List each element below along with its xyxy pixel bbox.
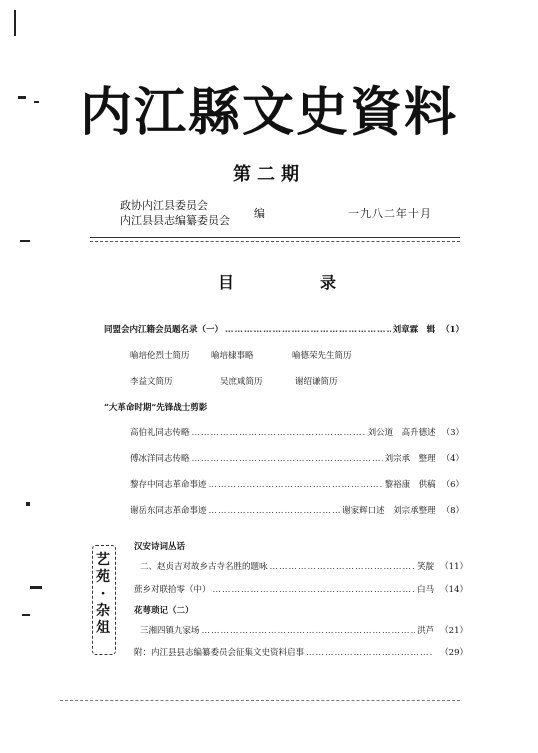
leader-dots bbox=[209, 506, 341, 516]
toc-entry bbox=[130, 504, 464, 516]
leader-dots bbox=[225, 325, 391, 335]
toc-entry bbox=[140, 624, 468, 636]
leader-dots bbox=[202, 626, 416, 636]
publication-date: 一九八二年十月 bbox=[348, 207, 432, 220]
entry-author: 刘宗承 整理 bbox=[384, 454, 436, 464]
bottom-rule bbox=[60, 700, 460, 701]
entry-page: （8） bbox=[441, 506, 464, 516]
entry-title: 二、赵贞吉对故乡古寺名胜的题咏 bbox=[140, 562, 268, 572]
entry-page: （14） bbox=[440, 585, 468, 595]
entry-title: 傅冰洋同志传略 bbox=[130, 454, 190, 464]
toc-entry bbox=[130, 478, 464, 490]
entry-title: 同盟会内江籍会员题名录（一） bbox=[104, 325, 224, 335]
divider-rule-2 bbox=[90, 241, 460, 242]
toc-heading-2: 录 bbox=[320, 273, 337, 292]
entry-title: 谢岳东同志革命事迹 bbox=[130, 506, 207, 516]
toc-entry: 李益文简历 bbox=[130, 377, 173, 387]
section-heading: 汉安诗词丛话 bbox=[134, 542, 186, 552]
toc-heading-1: 目 bbox=[218, 273, 235, 292]
scan-mark bbox=[20, 240, 30, 242]
entry-page: （11） bbox=[440, 562, 468, 572]
leader-dots bbox=[192, 454, 383, 464]
toc-entry: 谢绍谦简历 bbox=[295, 377, 338, 387]
publisher-1: 政协内江县委员会 bbox=[120, 199, 208, 212]
scan-mark bbox=[26, 502, 30, 506]
leader-dots bbox=[213, 585, 416, 595]
entry-title: 蔗乡对联拾零（中） bbox=[134, 585, 211, 595]
entry-page: （3） bbox=[441, 428, 464, 438]
entry-page: （6） bbox=[441, 480, 464, 490]
entry-page: （29） bbox=[440, 648, 468, 658]
toc-entry: 喻培伦烈士简历 bbox=[130, 351, 190, 361]
toc-entry bbox=[134, 646, 468, 658]
entry-page: （4） bbox=[441, 454, 464, 464]
scan-mark bbox=[30, 586, 42, 589]
toc-entry bbox=[130, 452, 464, 464]
toc-entry: 喻培棣事略 bbox=[211, 351, 254, 361]
toc-entry bbox=[104, 323, 464, 335]
entry-author: 洪芦 bbox=[417, 626, 435, 636]
divider-rule bbox=[90, 237, 460, 238]
leader-dots bbox=[270, 562, 416, 572]
toc-entry bbox=[130, 426, 464, 438]
toc-entry: 吴庶咸简历 bbox=[220, 377, 263, 387]
entry-title: 附：内江县县志编纂委员会征集文史资料启事 bbox=[134, 648, 305, 658]
publisher-block bbox=[120, 198, 230, 228]
publisher-suffix: 编 bbox=[254, 207, 265, 220]
entry-title: 三湘四镇九家场 bbox=[140, 626, 200, 636]
entry-author: 白马 bbox=[417, 585, 435, 595]
scan-mark bbox=[14, 10, 16, 36]
entry-author: 黎裕康 供稿 bbox=[384, 480, 436, 490]
publisher-2: 内江县县志编纂委员会 bbox=[120, 214, 230, 227]
entry-title: 黎存中同志革命事迹 bbox=[130, 480, 207, 490]
section-heading: 花萼琐记（二） bbox=[134, 606, 194, 616]
leader-dots bbox=[209, 480, 383, 490]
entry-author: 笑靛 bbox=[417, 562, 435, 572]
leader-dots bbox=[192, 428, 366, 438]
entry-author: 谢家辉口述 刘宗承整理 bbox=[342, 506, 436, 516]
toc-entry: 喻德荣先生简历 bbox=[292, 351, 352, 361]
entry-author: 刘章霖 辑 bbox=[392, 325, 436, 335]
leader-dots bbox=[306, 648, 432, 658]
scan-mark bbox=[18, 96, 26, 99]
issue-number: 第二期 bbox=[233, 164, 305, 185]
section-heading: “大革命时期”先锋战士剪影 bbox=[104, 403, 208, 413]
toc-entry bbox=[134, 583, 468, 595]
entry-page: （21） bbox=[440, 626, 468, 636]
toc-entry bbox=[140, 560, 468, 572]
journal-title: 内江縣文史資料 bbox=[79, 82, 458, 143]
entry-page: （1） bbox=[441, 325, 464, 335]
scan-mark bbox=[34, 101, 39, 103]
scan-mark bbox=[22, 614, 30, 616]
entry-author: 刘公道 高升德述 bbox=[367, 428, 436, 438]
entry-title: 高伯礼同志传略 bbox=[130, 428, 190, 438]
sidebar-label: 艺苑·杂俎 bbox=[96, 552, 110, 636]
